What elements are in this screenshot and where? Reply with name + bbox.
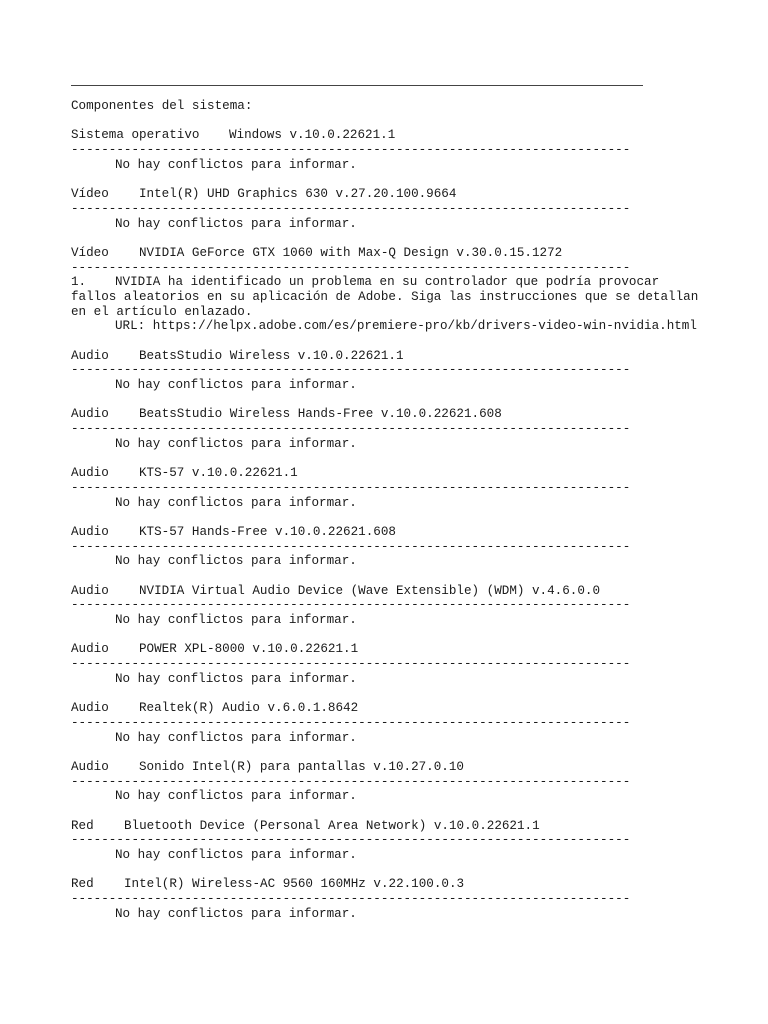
status-text: No hay conflictos para informar. (115, 848, 357, 863)
component-row-audio (71, 349, 731, 364)
component-row-os (71, 128, 731, 143)
separator: -------------------------------------------------------------------------- (71, 480, 631, 495)
component-value: BeatsStudio Wireless Hands-Free v.10.0.22621.608 (139, 407, 502, 422)
status-text: No hay conflictos para informar. (115, 789, 357, 804)
separator: -------------------------------------------------------------------------- (71, 260, 631, 275)
component-row-video (71, 187, 731, 202)
component-value: NVIDIA Virtual Audio Device (Wave Extensible) (WDM) v.4.6.0.0 (139, 583, 601, 598)
separator: -------------------------------------------------------------------------- (71, 143, 631, 158)
status-text: No hay conflictos para informar. (115, 157, 357, 172)
component-type: Audio (71, 524, 109, 539)
section-title: Componentes del sistema: (71, 99, 253, 113)
component-value: Intel(R) Wireless-AC 9560 160MHz v.22.100.0.3 (124, 877, 465, 892)
status-text: No hay conflictos para informar. (115, 436, 357, 451)
component-value: Windows v.10.0.22621.1 (229, 128, 396, 143)
top-rule (71, 85, 643, 86)
component-value: KTS-57 Hands-Free v.10.0.22621.608 (139, 524, 396, 539)
component-type: Audio (71, 407, 109, 422)
issue-line: en el artículo enlazado. (71, 304, 253, 319)
component-type: Audio (71, 759, 109, 774)
component-type: Vídeo (71, 245, 109, 260)
component-value: Sonido Intel(R) para pantallas v.10.27.0.10 (139, 759, 464, 774)
component-row-audio (71, 760, 731, 775)
separator: -------------------------------------------------------------------------- (71, 833, 631, 848)
status-text: No hay conflictos para informar. (115, 554, 357, 569)
status-text: No hay conflictos para informar. (115, 730, 357, 745)
component-row-audio (71, 525, 731, 540)
separator: -------------------------------------------------------------------------- (71, 657, 631, 672)
component-type: Red (71, 818, 94, 833)
component-value: NVIDIA GeForce GTX 1060 with Max-Q Design v.30.0.15.1272 (139, 245, 563, 260)
component-type: Audio (71, 348, 109, 363)
separator: -------------------------------------------------------------------------- (71, 422, 631, 437)
component-row-audio (71, 642, 731, 657)
component-value: Bluetooth Device (Personal Area Network) v.10.0.22621.1 (124, 818, 540, 833)
separator: -------------------------------------------------------------------------- (71, 598, 631, 613)
component-type: Audio (71, 583, 109, 598)
report-content (71, 99, 731, 922)
status-text: No hay conflictos para informar. (115, 495, 357, 510)
separator: -------------------------------------------------------------------------- (71, 201, 631, 216)
component-row-audio (71, 584, 731, 599)
status-text: No hay conflictos para informar. (115, 378, 357, 393)
status-text: No hay conflictos para informar. (115, 216, 357, 231)
component-value: POWER XPL-8000 v.10.0.22621.1 (139, 642, 359, 657)
separator: -------------------------------------------------------------------------- (71, 539, 631, 554)
issue-text: NVIDIA ha identificado un problema en su controlador que podría provocar (115, 275, 660, 290)
component-row-video (71, 246, 731, 261)
component-type: Audio (71, 466, 109, 481)
status-text: No hay conflictos para informar. (115, 613, 357, 628)
component-value: BeatsStudio Wireless v.10.0.22621.1 (139, 348, 404, 363)
component-type: Red (71, 877, 94, 892)
component-type: Vídeo (71, 187, 109, 202)
component-row-network (71, 877, 731, 892)
component-row-audio (71, 701, 731, 716)
issue-url[interactable]: URL: https://helpx.adobe.com/es/premiere-pro/kb/drivers-video-win-nvidia.html (115, 319, 697, 334)
status-text: No hay conflictos para informar. (115, 906, 357, 921)
separator: -------------------------------------------------------------------------- (71, 363, 631, 378)
component-value: Realtek(R) Audio v.6.0.1.8642 (139, 701, 359, 716)
component-value: KTS-57 v.10.0.22621.1 (139, 466, 298, 481)
separator: -------------------------------------------------------------------------- (71, 774, 631, 789)
issue-line: fallos aleatorios en su aplicación de Adobe. Siga las instrucciones que se detallan (71, 289, 699, 304)
issue-number: 1. (71, 275, 87, 290)
component-row-audio (71, 407, 731, 422)
component-row-network (71, 819, 731, 834)
separator: -------------------------------------------------------------------------- (71, 715, 631, 730)
status-text: No hay conflictos para informar. (115, 671, 357, 686)
separator: -------------------------------------------------------------------------- (71, 892, 631, 907)
component-row-audio (71, 466, 731, 481)
component-type: Audio (71, 642, 109, 657)
issue-line (71, 275, 731, 290)
component-type: Audio (71, 701, 109, 716)
component-value: Intel(R) UHD Graphics 630 v.27.20.100.9664 (139, 187, 457, 202)
component-type: Sistema operativo (71, 128, 200, 143)
